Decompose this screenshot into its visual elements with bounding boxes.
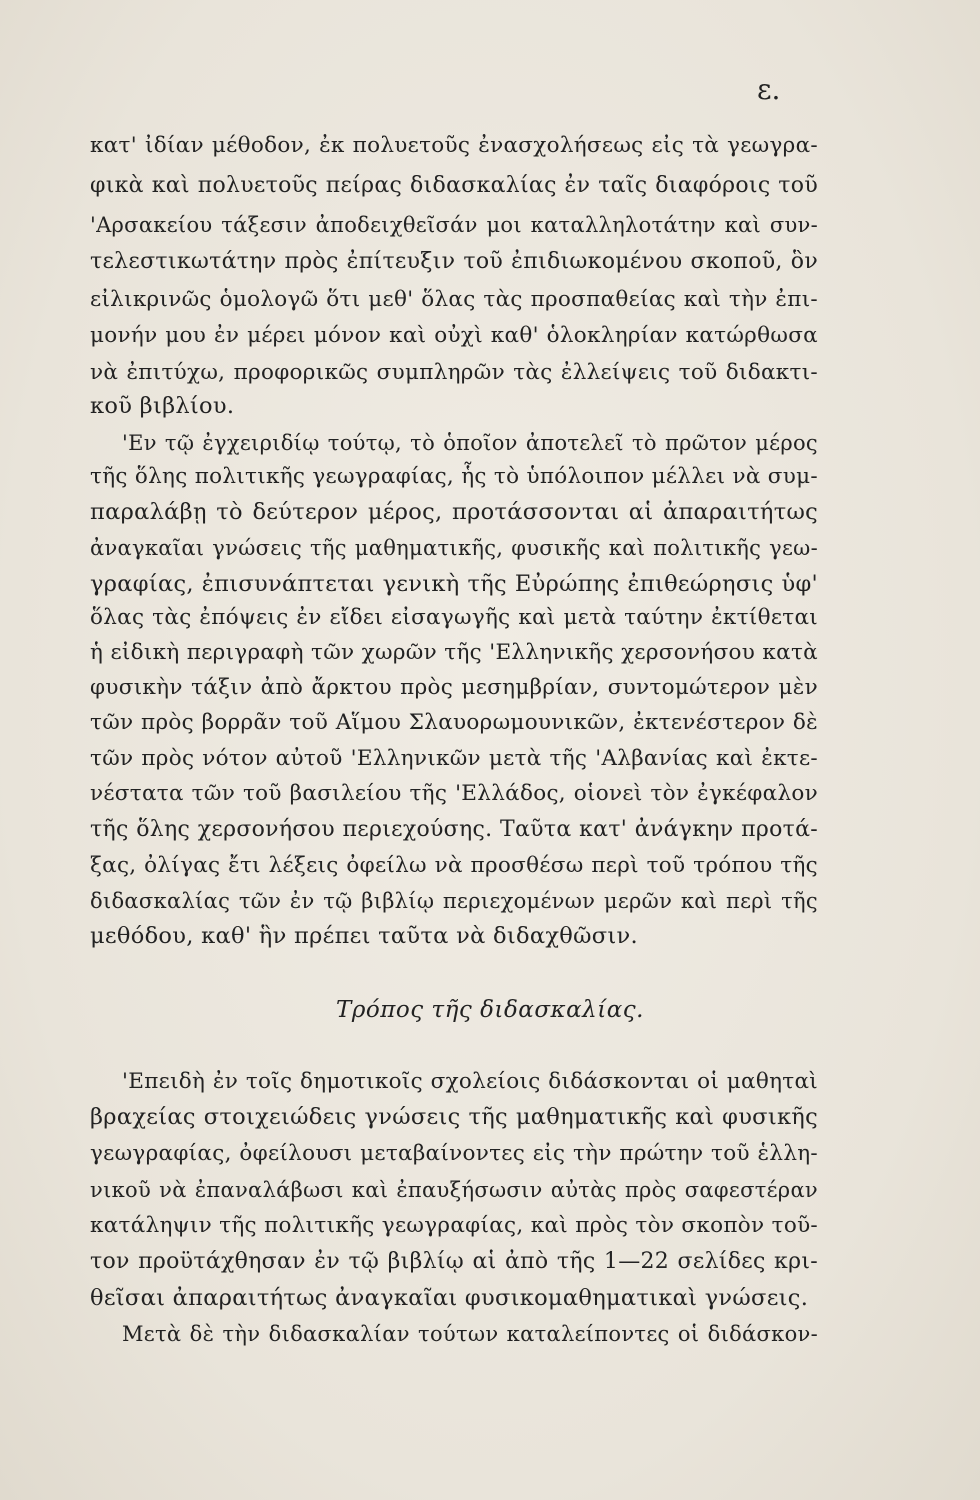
text-line: φικὰ καὶ πολυετοῦς πείρας διδασκαλίας ἐν ταῖς διαφόροις τοῦ xyxy=(90,173,818,198)
text-line: φυσικὴν τάξιν ἀπὸ ἄρκτου πρὸς μεσημβρίαν, συντομώτερον μὲν xyxy=(90,675,818,700)
text-line: γραφίας, ἐπισυνάπτεται γενικὴ τῆς Εὐρώπης ἐπιθεώρησις ὑφ' xyxy=(90,571,818,597)
text-line: ὅλας τὰς ἐπόψεις ἐν εἴδει εἰσαγωγῆς καὶ μετὰ ταύτην ἐκτίθεται xyxy=(90,605,818,630)
text-line: νὰ ἐπιτύχω, προφορικῶς συμπληρῶν τὰς ἐλλείψεις τοῦ διδακτι- xyxy=(90,360,818,385)
text-line: ἡ εἰδικὴ περιγραφὴ τῶν χωρῶν τῆς 'Ελληνικῆς χερσονήσου κατὰ xyxy=(90,640,818,665)
text-line: κατ' ἰδίαν μέθοδον, ἐκ πολυετοῦς ἐνασχολήσεως εἰς τὰ γεωγρα- xyxy=(90,133,818,158)
text-line: τελεστικωτάτην πρὸς ἐπίτευξιν τοῦ ἐπιδιωκομένου σκοποῦ, ὃν xyxy=(90,249,818,274)
text-line: Μετὰ δὲ τὴν διδασκαλίαν τούτων καταλείποντες οἱ διδάσκον- xyxy=(122,1322,818,1346)
text-line: τῆς ὅλης πολιτικῆς γεωγραφίας, ἧς τὸ ὑπόλοιπον μέλλει νὰ συμ- xyxy=(90,464,818,489)
text-line: 'Αρσακείου τάξεσιν ἀποδειχθεῖσάν μοι καταλληλοτάτην καὶ συν- xyxy=(90,213,818,237)
section-heading: Τρόπος τῆς διδασκαλίας. xyxy=(336,997,644,1023)
text-line: ξας, ὀλίγας ἔτι λέξεις ὀφείλω νὰ προσθέσω περὶ τοῦ τρόπου τῆς xyxy=(90,853,818,878)
text-line: εἰλικρινῶς ὁμολογῶ ὅτι μεθ' ὅλας τὰς προσπαθείας καὶ τὴν ἐπι- xyxy=(90,287,818,312)
text-line: ἀναγκαῖαι γνώσεις τῆς μαθηματικῆς, φυσικῆς καὶ πολιτικῆς γεω- xyxy=(90,536,818,560)
text-line: μεθόδου, καθ' ἣν πρέπει ταῦτα νὰ διδαχθῶσιν. xyxy=(90,923,638,949)
text-line: κατάληψιν τῆς πολιτικῆς γεωγραφίας, καὶ πρὸς τὸν σκοπὸν τοῦ- xyxy=(90,1213,818,1238)
text-line: μονήν μου ἐν μέρει μόνον καὶ οὐχὶ καθ' ὁλοκληρίαν κατώρθωσα xyxy=(90,323,818,348)
text-line: νέστατα τῶν τοῦ βασιλείου τῆς 'Ελλάδος, οἱονεὶ τὸν ἐγκέφαλον xyxy=(90,781,818,806)
text-line: νικοῦ νὰ ἐπαναλάβωσι καὶ ἐπαυξήσωσιν αὐτὰς πρὸς σαφεστέραν xyxy=(90,1178,818,1202)
text-line: κοῦ βιβλίου. xyxy=(90,393,235,419)
text-line: 'Εν τῷ ἐγχειριδίῳ τούτῳ, τὸ ὁποῖον ἀποτελεῖ τὸ πρῶτον μέρος xyxy=(122,431,818,455)
text-line: τῶν πρὸς βορρᾶν τοῦ Αἵμου Σλαυορωμουνικῶν, ἐκτενέστερον δὲ xyxy=(90,710,818,735)
text-line: τῶν πρὸς νότον αὐτοῦ 'Ελληνικῶν μετὰ τῆς 'Αλβανίας καὶ ἐκτε- xyxy=(90,746,818,771)
text-line: γεωγραφίας, ὀφείλουσι μεταβαίνοντες εἰς τὴν πρώτην τοῦ ἑλλη- xyxy=(90,1141,818,1166)
text-line: βραχείας στοιχειώδεις γνώσεις τῆς μαθηματικῆς καὶ φυσικῆς xyxy=(90,1104,818,1130)
text-line: τον προϋτάχθησαν ἐν τῷ βιβλίῳ αἱ ἀπὸ τῆς 1—22 σελίδες κρι- xyxy=(90,1249,818,1274)
text-line: διδασκαλίας τῶν ἐν τῷ βιβλίῳ περιεχομένων μερῶν καὶ περὶ τῆς xyxy=(90,889,818,913)
text-line: 'Επειδὴ ἐν τοῖς δημοτικοῖς σχολείοις διδάσκονται οἱ μαθηταὶ xyxy=(122,1069,818,1094)
text-line: τῆς ὅλης χερσονήσου περιεχούσης. Ταῦτα κατ' ἀνάγκην προτά- xyxy=(90,817,818,842)
text-line: παραλάβῃ τὸ δεύτερον μέρος, προτάσσονται αἱ ἀπαραιτήτως xyxy=(90,499,818,525)
text-line: θεῖσαι ἀπαραιτήτως ἀναγκαῖαι φυσικομαθηματικαὶ γνώσεις. xyxy=(90,1285,809,1311)
page-number: ε. xyxy=(757,73,781,106)
